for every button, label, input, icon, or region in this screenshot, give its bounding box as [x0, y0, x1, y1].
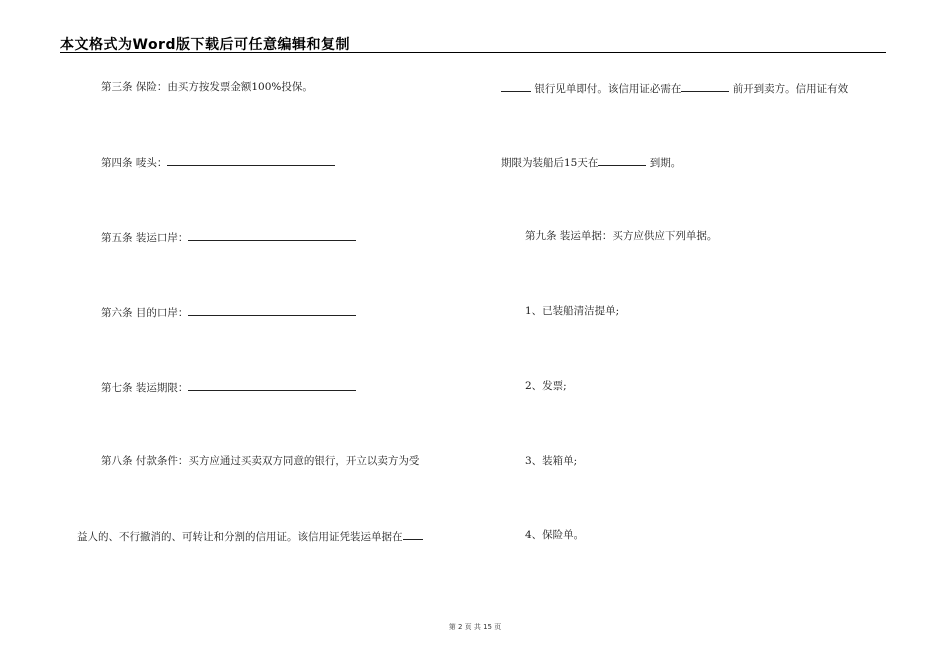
- article-4-label: 第四条 唛头：: [101, 157, 168, 169]
- doc-item-2: 2、发票;: [525, 380, 567, 392]
- doc-item-4: 4、保险单。: [525, 529, 585, 541]
- article-5-blank: [188, 229, 356, 241]
- article-4-blank: [167, 154, 335, 166]
- article-7-shipment-period: [101, 379, 356, 395]
- bank-blank: [501, 80, 531, 92]
- right-line-1: [501, 80, 848, 96]
- article-3-insurance: 第三条 保险：由买方按发票金额100%投保。: [101, 81, 313, 93]
- right-line-1-text-a: 银行见单即付。该信用证必需在: [534, 83, 682, 95]
- article-7-label: 第七条 装运期限：: [101, 382, 189, 394]
- article-6-destination-port: [101, 304, 356, 320]
- doc-item-1: 1、已装船清洁提单;: [525, 305, 620, 317]
- article-9-shipping-docs: 第九条 装运单据：买方应供应下列单据。: [525, 230, 718, 242]
- page-header-title: 本文格式为Word版下载后可任意编辑和复制: [60, 37, 350, 53]
- doc-item-3: 3、装箱单;: [525, 455, 578, 467]
- article-7-blank: [188, 379, 356, 391]
- article-8-blank: [403, 528, 423, 540]
- right-line-2-text-a: 期限为装船后15天在: [501, 157, 599, 169]
- right-line-2: [501, 154, 681, 170]
- article-8-continuation-text: 益人的、不行撤消的、可转让和分割的信用证。该信用证凭装运单据在: [77, 531, 403, 543]
- right-line-1-text-b: 前开到卖方。信用证有效: [732, 83, 849, 95]
- place-blank: [598, 154, 646, 166]
- date-blank: [681, 80, 729, 92]
- article-5-loading-port: [101, 229, 356, 245]
- header-divider: [60, 52, 886, 53]
- article-4-shipping-marks: [101, 154, 335, 170]
- article-6-blank: [188, 304, 356, 316]
- page-number: 第 2 页 共 15 页: [448, 623, 502, 631]
- article-6-label: 第六条 目的口岸：: [101, 307, 189, 319]
- article-8-payment-terms: 第八条 付款条件：买方应通过买卖双方同意的银行，开立以卖方为受: [101, 455, 420, 467]
- right-line-2-text-b: 到期。: [649, 157, 682, 169]
- article-8-continuation: [77, 528, 423, 544]
- article-5-label: 第五条 装运口岸：: [101, 232, 189, 244]
